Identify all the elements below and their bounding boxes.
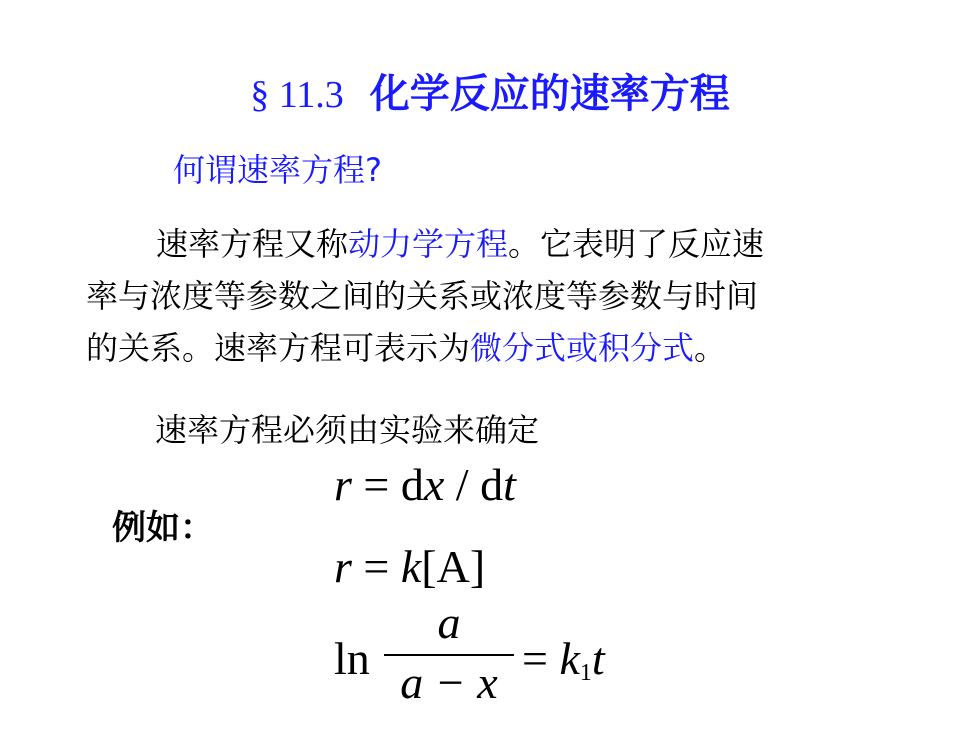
- text-span: 。它表明了反应速: [508, 225, 765, 263]
- body-paragraph: [86, 218, 906, 374]
- page-title: [0, 70, 980, 119]
- eq-rhs: [522, 633, 605, 686]
- eq-var: k: [559, 633, 580, 684]
- paragraph-line-2: 率与浓度等参数之间的关系或浓度等参数与时间: [86, 277, 759, 315]
- equation-rate-differential: [334, 459, 516, 510]
- eq-concentration: [A]: [421, 541, 486, 592]
- eq-op: =: [351, 459, 401, 510]
- eq-var: k: [400, 541, 422, 592]
- eq-d: d: [400, 459, 424, 510]
- eq-subscript: 1: [579, 660, 592, 686]
- section-number: § 11.3: [250, 74, 344, 116]
- highlight-kinetic-equation: 动力学方程: [348, 225, 509, 263]
- text-span: 的关系。速率方程可表示为: [86, 329, 471, 367]
- eq-var: x: [423, 459, 445, 510]
- eq-fraction: [384, 597, 514, 708]
- eq-var: r: [334, 459, 352, 510]
- subtitle-question: 何谓速率方程?: [173, 151, 382, 189]
- experiment-note: 速率方程必须由实验来确定: [155, 411, 540, 449]
- section-title: 化学反应的速率方程: [369, 71, 730, 117]
- eq-denominator: a − x: [400, 657, 498, 708]
- eq-op: =: [522, 633, 560, 684]
- example-label: 例如：: [112, 508, 214, 548]
- paragraph-line-1: [86, 218, 906, 270]
- text-span: 速率方程又称: [156, 225, 349, 263]
- paragraph-line-3: [86, 322, 906, 374]
- eq-var: t: [591, 633, 605, 684]
- eq-d: d: [480, 459, 504, 510]
- eq-ln: ln: [334, 633, 370, 684]
- eq-numerator: a: [437, 597, 461, 648]
- eq-op: /: [444, 459, 481, 510]
- eq-op: =: [351, 541, 401, 592]
- eq-var: r: [334, 541, 352, 592]
- eq-var: t: [503, 459, 516, 510]
- equation-rate-law: [334, 541, 486, 592]
- text-span: 。: [694, 329, 727, 367]
- fraction-bar: [384, 654, 514, 656]
- equation-integrated: [334, 597, 614, 710]
- highlight-differential-integral: 微分式或积分式: [470, 329, 695, 367]
